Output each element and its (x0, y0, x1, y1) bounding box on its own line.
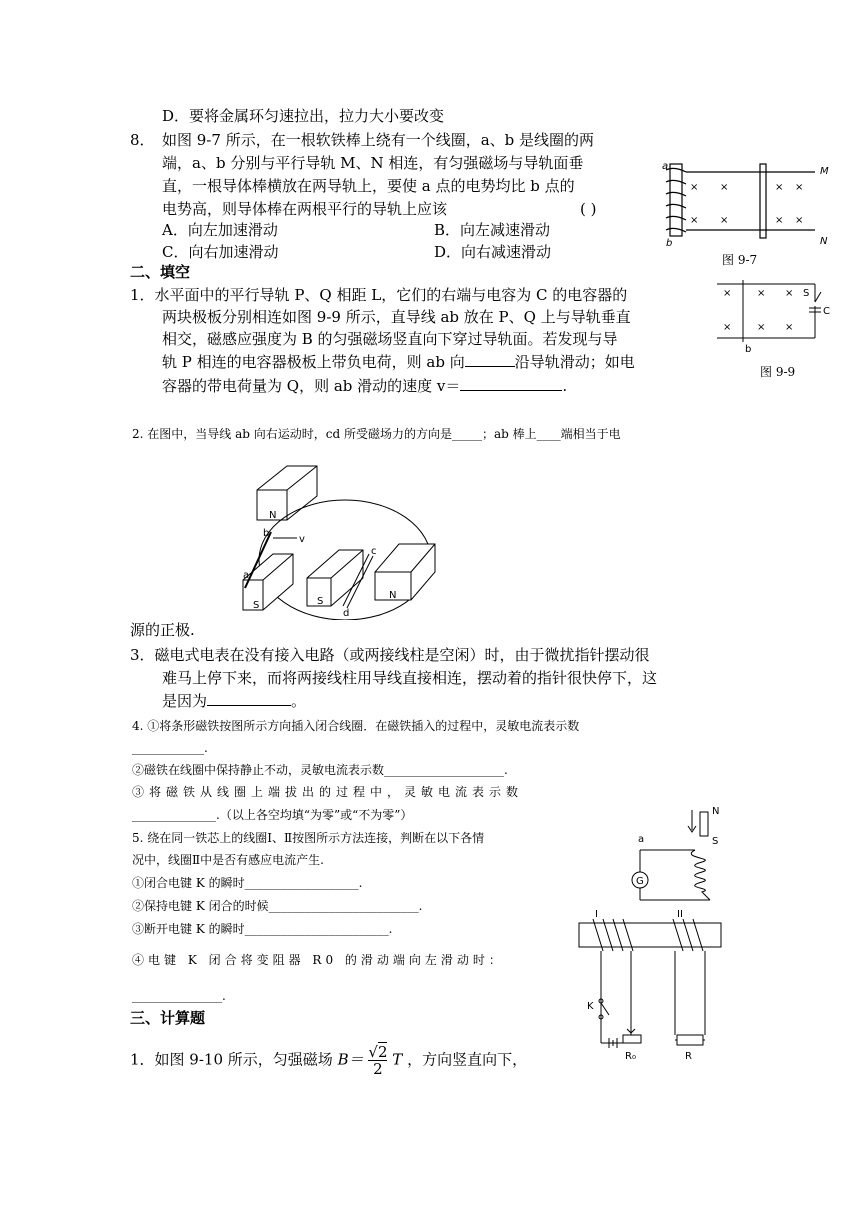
fig97-label-a: a (662, 161, 669, 172)
svg-text:×: × (720, 182, 729, 193)
circuit-r0-label: R₀ (625, 1051, 636, 1062)
svg-text:×: × (775, 215, 784, 226)
fig97-label-n: N (820, 236, 828, 247)
q8-answer-paren: ( ) (580, 200, 597, 218)
mag-label-d: d (343, 608, 350, 619)
svg-text:×: × (720, 215, 729, 226)
mag-label-v: v (299, 534, 305, 545)
fig97-label-m: M (820, 166, 829, 177)
mag-label-a: a (243, 570, 250, 581)
q7-option-d: D．要将金属环匀速拉出，拉力大小要改变 (162, 107, 445, 125)
f1-line-5: 容器的带电荷量为 Q，则 ab 滑动的速度 v＝ . (162, 377, 568, 395)
fig99-label-b: b (745, 344, 752, 355)
circuit-coil-1-label: I (595, 909, 598, 920)
svg-text:×: × (795, 215, 804, 226)
f5-line-3: ①闭合电键 K 的瞬时___________________. (132, 876, 363, 890)
coil-label-a: a (638, 834, 645, 845)
f3-line-1: 3．磁电式电表在没有接入电路（或两接线柱是空闲）时，由于微扰指针摆动很 (130, 646, 650, 664)
f5-line-7: _______________. (132, 989, 226, 1003)
svg-text:×: × (795, 182, 804, 193)
mag-label-n-top: N (269, 510, 277, 521)
iron-core-circuit-figure (565, 905, 730, 1065)
mag-label-s-left: S (253, 600, 260, 611)
f1-line-2: 两块极板分别相连如图 9-9 所示，直导线 ab 放在 P、Q 上与导轨垂直 (162, 308, 631, 326)
f1-line-1: 1．水平面中的平行导轨 P、Q 相距 L，它们的右端与电容为 C 的电容器的 (130, 286, 628, 304)
f2-line-1: 2. 在图中，当导线 ab 向右运动时，cd 所受磁场力的方向是_____；ab 棒上____端相当于电 (132, 427, 621, 441)
figure-9-9 (715, 278, 845, 356)
f3-line-2: 难马上停下来，而将两接线柱用导线直接相连，摆动着的指针很快停下，这 (162, 669, 658, 687)
f4-line-2: ____________. (132, 741, 208, 755)
svg-text:×: × (757, 322, 766, 333)
f1-line-3: 相交，磁感应强度为 B 的匀强磁场竖直向下穿过导轨面。若发现与导 (162, 330, 618, 348)
fig97-x: × (690, 182, 699, 193)
f3-line-3: 是因为 。 (162, 692, 307, 710)
coil-galvanometer-figure (620, 800, 730, 915)
blank[interactable] (207, 691, 291, 706)
f4-line-5: ______________.（以上各空均填“为零”或“不为零”） (132, 808, 413, 822)
q8-option-c: C．向右加速滑动 (162, 243, 279, 261)
section-2-heading: 二、填空 (130, 263, 191, 281)
f5-line-5: ③断开电键 K 的瞬时________________________. (132, 922, 393, 936)
q8-option-b: B．向左减速滑动 (434, 221, 551, 239)
svg-text:×: × (785, 322, 794, 333)
section-3-heading: 三、计算题 (130, 1009, 206, 1027)
q8-option-d: D．向右减速滑动 (434, 243, 552, 261)
circuit-coil-2-label: II (677, 909, 683, 920)
coil-galvanometer-label: G (636, 876, 644, 887)
f5-line-4: ②保持电键 K 闭合的时候_________________________. (132, 899, 423, 913)
fig97-label-b: b (666, 238, 673, 249)
q8-line-3: 直，一根导体棒横放在两导轨上，要使 a 点的电势均比 b 点的 (162, 177, 575, 195)
circuit-switch-label: K (587, 1001, 594, 1012)
coil-magnet-s: S (712, 836, 719, 847)
f1-line-4: 轨 P 相连的电容器极板上带负电荷，则 ab 向 沿导轨滑动；如电 (162, 353, 635, 371)
formula-b: B＝ $\frac{√2}{2}$ T (337, 1043, 403, 1078)
magnet-figure (235, 460, 440, 620)
fig99-label-c: C (823, 306, 830, 317)
blank[interactable] (460, 376, 562, 391)
q8-line-4: 电势高，则导体棒在两根平行的导轨上应该 (162, 200, 448, 218)
f4-line-4: ③将磁铁从线圈上端拔出的过程中，灵敏电流表示数 (132, 785, 524, 799)
f5-line-1: 5. 绕在同一铁芯上的线圈Ⅰ、Ⅱ按图所示方法连接，判断在以下各情 (132, 831, 485, 845)
mag-label-c: c (371, 546, 377, 557)
figure-9-9-caption: 图 9-9 (760, 365, 796, 379)
svg-text:×: × (723, 288, 732, 299)
svg-text:×: × (757, 288, 766, 299)
c1-line: 1．如图 9-10 所示，匀强磁场 B＝ $\frac{√2}{2}$ T ，方向竖直向下， (130, 1043, 528, 1078)
q8-line-1: 如图 9-7 所示，在一根软铁棒上绕有一个线圈，a、b 是线圈的两 (162, 131, 595, 149)
mag-label-n-right: N (389, 590, 397, 601)
svg-text:×: × (723, 322, 732, 333)
fig99-label-s: S (803, 288, 810, 299)
mag-label-s-mid: S (317, 596, 324, 607)
q8-line-2: 端，a、b 分别与平行导轨 M、N 相连，有匀强磁场与导轨面垂 (162, 154, 584, 172)
q8-number: 8． (130, 131, 155, 149)
svg-text:×: × (690, 215, 699, 226)
mag-label-b: b (263, 528, 270, 539)
circuit-r-label: R (685, 1051, 692, 1062)
f5-line-2: 况中，线圈Ⅱ中是否有感应电流产生. (132, 853, 324, 867)
f4-line-3: ②磁铁在线圈中保持静止不动，灵敏电流表示数____________________. (132, 763, 508, 777)
coil-magnet-n: N (712, 806, 720, 817)
q8-option-a: A．向左加速滑动 (162, 221, 278, 239)
svg-text:×: × (775, 182, 784, 193)
blank[interactable] (465, 352, 515, 367)
f5-line-6: ④电键 K 闭合将变阻器 R0 的滑动端向左滑动时： (132, 953, 505, 967)
figure-9-7-caption: 图 9-7 (722, 253, 758, 267)
f4-line-1: 4. ①将条形磁铁按图所示方向插入闭合线圈．在磁铁插入的过程中，灵敏电流表示数 (132, 719, 580, 733)
svg-text:×: × (785, 288, 794, 299)
f2-line-2: 源的正极. (130, 621, 195, 639)
